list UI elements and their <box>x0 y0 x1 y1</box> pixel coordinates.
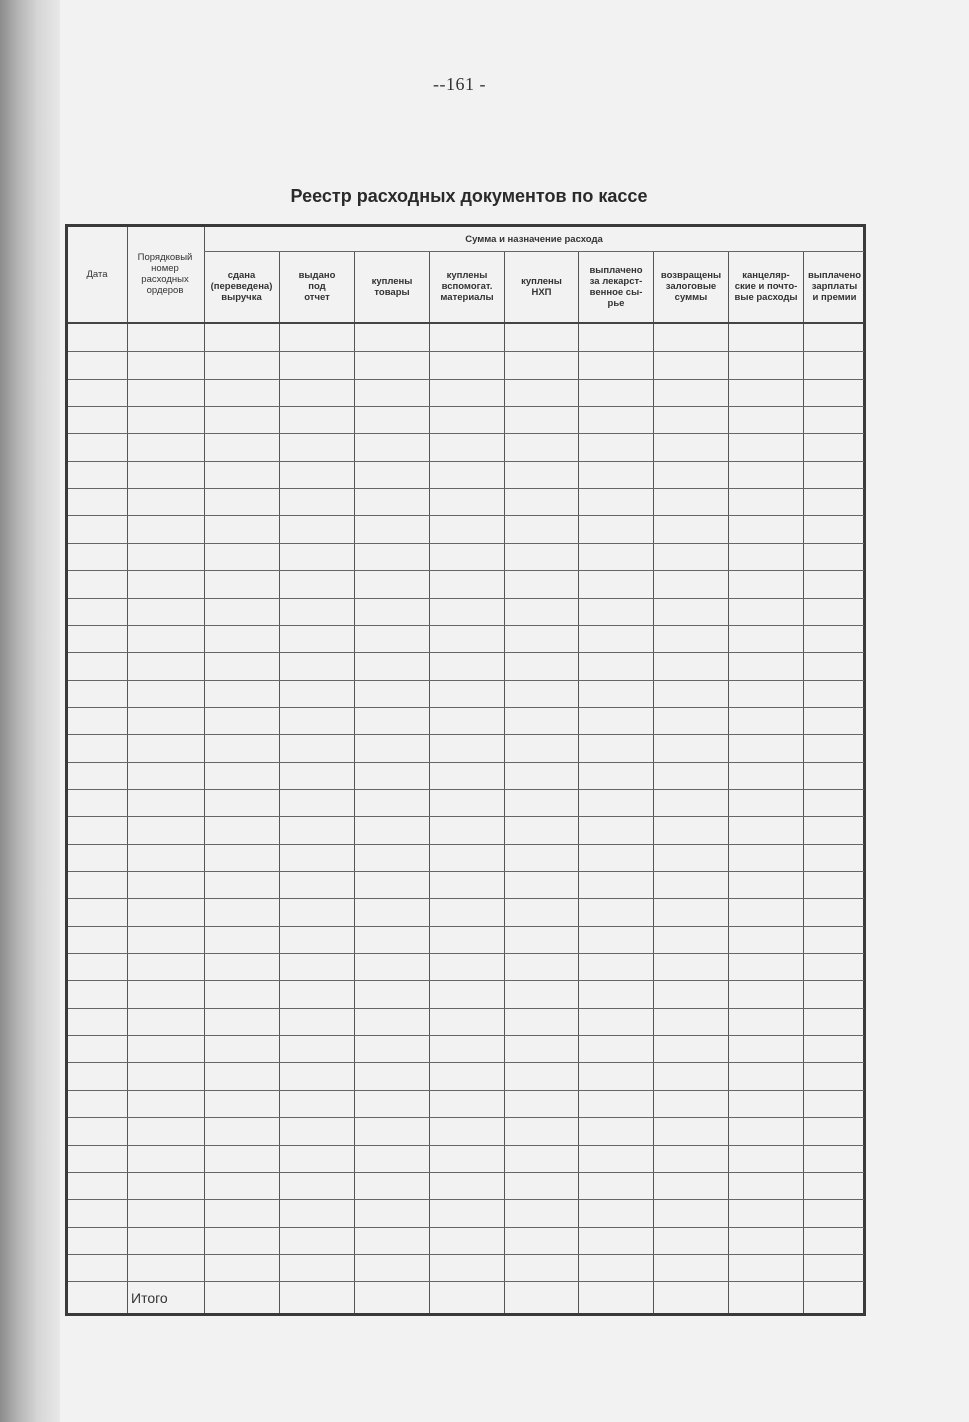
row-divider <box>68 1199 864 1200</box>
column-divider <box>653 251 654 1313</box>
row-divider <box>68 625 864 626</box>
header-divider <box>68 322 864 324</box>
header-revenue-deposited: сдана (переведена) выручка <box>210 270 273 303</box>
header-office-postal-expenses: канцеляр- ские и почто- вые расходы <box>734 270 798 303</box>
page-number: --161 - <box>433 74 486 94</box>
header-advance-issued: выдано под отчет <box>298 270 336 303</box>
header-nhp-purchased: куплены НХП <box>521 275 562 298</box>
row-divider <box>68 598 864 599</box>
row-divider <box>68 980 864 981</box>
document-title: Реестр расходных документов по кассе <box>290 186 648 206</box>
header-medicinal-raw-materials: выплачено за лекарст- венное сы- рье <box>589 264 643 309</box>
header-date: Дата <box>86 268 108 280</box>
row-divider <box>68 1008 864 1009</box>
row-divider <box>68 898 864 899</box>
row-divider <box>68 734 864 735</box>
row-divider <box>68 1145 864 1146</box>
row-divider <box>68 1172 864 1173</box>
row-divider <box>68 926 864 927</box>
row-divider <box>68 461 864 462</box>
row-divider <box>68 515 864 516</box>
row-divider <box>68 1035 864 1036</box>
row-divider <box>68 652 864 653</box>
row-divider <box>68 789 864 790</box>
row-divider <box>68 570 864 571</box>
row-divider <box>68 1281 864 1282</box>
row-divider <box>68 1090 864 1091</box>
column-divider <box>279 251 280 1313</box>
column-divider <box>803 251 804 1313</box>
header-order-number: Порядковый номер расходных ордеров <box>137 252 193 296</box>
row-divider <box>68 707 864 708</box>
row-divider <box>68 488 864 489</box>
row-divider <box>68 1062 864 1063</box>
column-divider <box>728 251 729 1313</box>
row-divider <box>68 543 864 544</box>
row-divider <box>68 680 864 681</box>
column-divider <box>204 227 205 1313</box>
header-auxiliary-materials: куплены вспомогат. материалы <box>440 270 494 303</box>
column-divider <box>127 227 128 1313</box>
row-divider <box>68 379 864 380</box>
row-divider <box>68 351 864 352</box>
row-divider <box>68 844 864 845</box>
header-amount-purpose: Сумма и назначение расхода <box>465 233 603 245</box>
row-divider <box>68 406 864 407</box>
row-divider <box>68 953 864 954</box>
binding-shadow <box>0 0 60 1422</box>
row-divider <box>68 816 864 817</box>
column-divider <box>429 251 430 1313</box>
row-divider <box>68 1254 864 1255</box>
column-divider <box>578 251 579 1313</box>
header-salaries-bonuses: выплачено зарплаты и премии <box>807 270 862 303</box>
total-label: Итого <box>131 1290 168 1306</box>
column-divider <box>354 251 355 1313</box>
header-goods-purchased: куплены товары <box>371 275 413 298</box>
column-divider <box>504 251 505 1313</box>
row-divider <box>68 1227 864 1228</box>
header-deposits-returned: возвращены залоговые суммы <box>660 270 722 303</box>
row-divider <box>68 871 864 872</box>
register-table-frame <box>65 224 866 1316</box>
row-divider <box>68 433 864 434</box>
row-divider <box>68 762 864 763</box>
row-divider <box>68 1117 864 1118</box>
